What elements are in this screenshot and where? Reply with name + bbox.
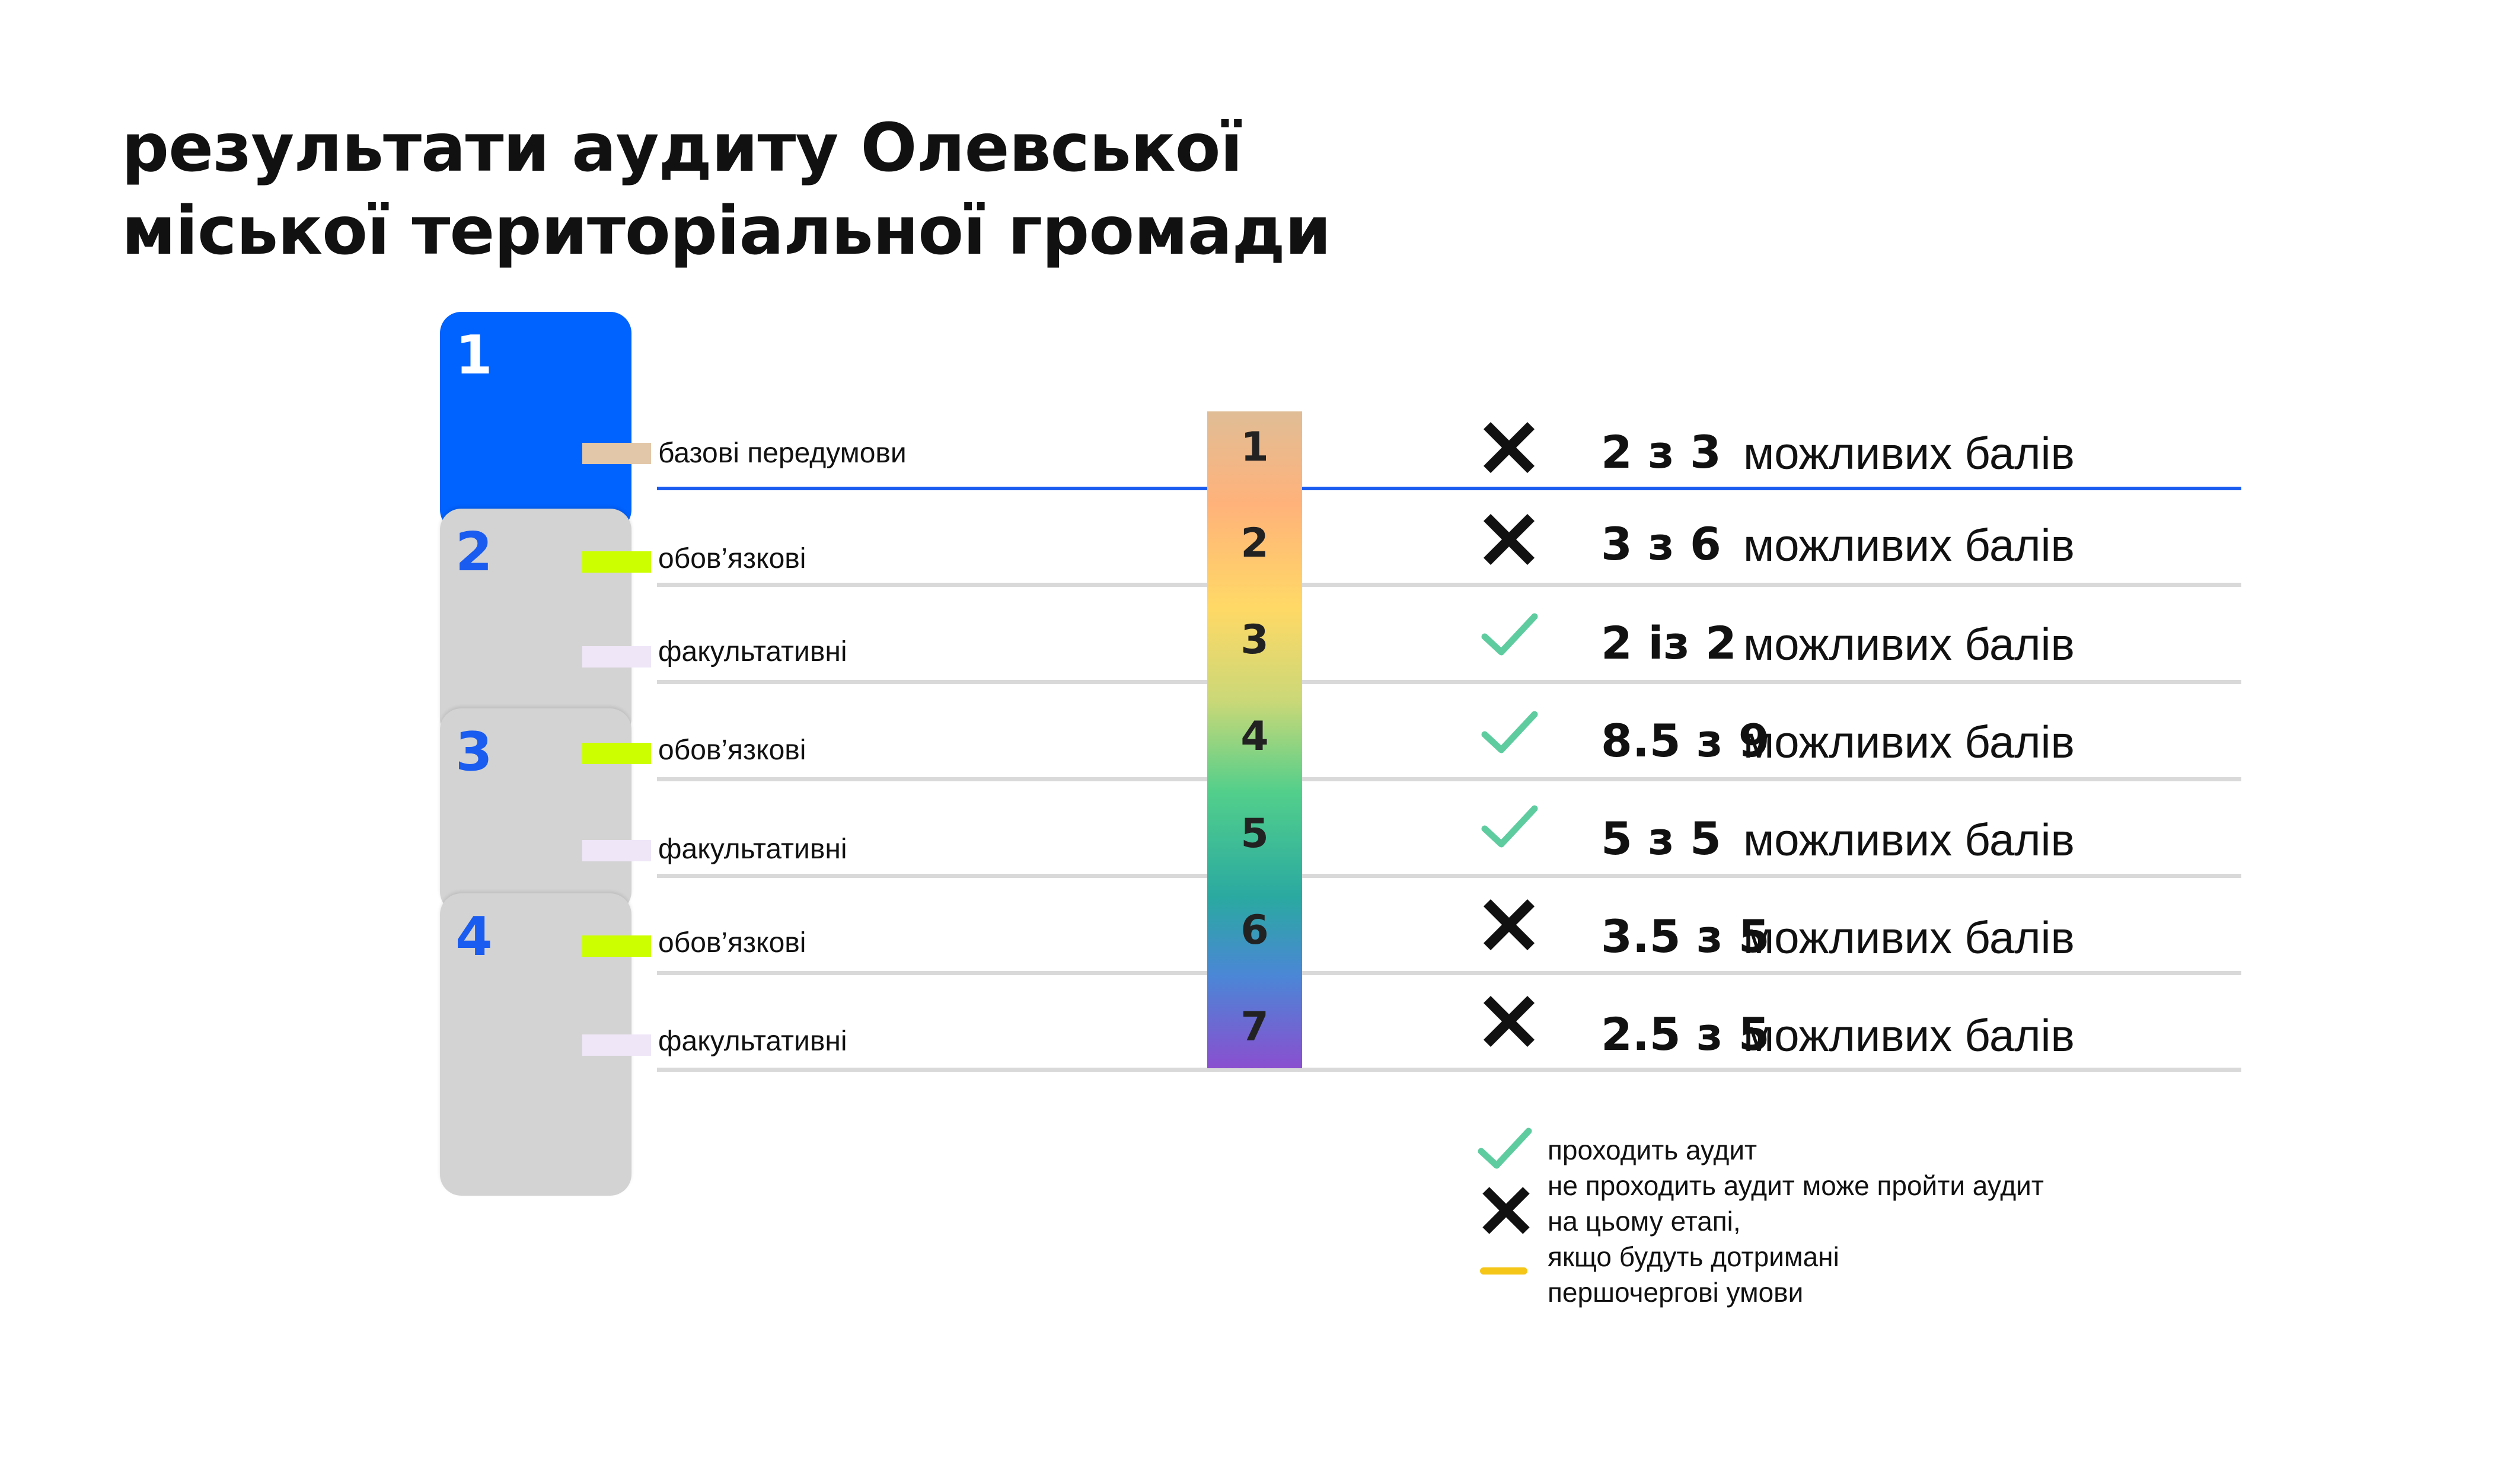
check-icon xyxy=(1476,600,1542,665)
cross-icon xyxy=(1476,892,1542,957)
row-divider-baseline xyxy=(657,487,2241,490)
swatch-optional xyxy=(582,1034,651,1056)
check-icon xyxy=(1476,698,1542,763)
stage-number: 5 xyxy=(1240,810,1269,857)
cross-icon xyxy=(1476,989,1542,1054)
result-suffix: можливих балів xyxy=(1743,619,2075,670)
stage-number: 6 xyxy=(1240,907,1269,954)
swatch-base xyxy=(582,443,651,464)
swatch-mandatory xyxy=(582,551,651,573)
level-block-1 xyxy=(440,312,631,531)
result-suffix: можливих балів xyxy=(1743,1011,2075,1061)
stage-number: 4 xyxy=(1240,713,1269,760)
result-suffix: можливих балів xyxy=(1743,717,2075,768)
level-block-2 xyxy=(440,509,631,740)
stage-number: 2 xyxy=(1240,520,1269,567)
level-block-3 xyxy=(440,708,631,913)
title-line-2: міської територіальної громади xyxy=(122,193,1331,270)
legend-yellow-bar xyxy=(1480,1267,1527,1275)
row-divider xyxy=(657,971,2241,975)
legend xyxy=(1548,1132,2044,1310)
result-score: 3 з 6 xyxy=(1601,518,1721,570)
criteria-label: факультативні xyxy=(658,1026,847,1057)
cross-icon xyxy=(1476,507,1542,572)
legend-text-fail: не проходить аудит може пройти аудит xyxy=(1548,1170,2044,1201)
result-suffix: можливих балів xyxy=(1743,815,2075,865)
criteria-label: обов’язкові xyxy=(658,543,806,574)
row-divider xyxy=(657,1068,2241,1072)
swatch-optional xyxy=(582,840,651,861)
result-score: 2 із 2 xyxy=(1601,617,1737,669)
swatch-mandatory xyxy=(582,743,651,764)
criteria-label: факультативні xyxy=(658,636,847,667)
result-score: 5 з 5 xyxy=(1601,812,1721,865)
legend-text-pass: проходить аудит xyxy=(1548,1135,1757,1165)
result-suffix: можливих балів xyxy=(1743,520,2075,571)
level-number: 3 xyxy=(455,721,493,783)
legend-text-conditional: якщо будуть дотримані xyxy=(1548,1241,1839,1272)
level-number: 2 xyxy=(455,521,493,583)
result-score: 3.5 з 5 xyxy=(1601,910,1770,963)
stage-number: 1 xyxy=(1240,424,1269,471)
stage-number: 3 xyxy=(1240,617,1269,663)
row-divider xyxy=(657,680,2241,684)
row-divider xyxy=(657,583,2241,587)
cross-icon xyxy=(1476,415,1542,480)
result-suffix: можливих балів xyxy=(1743,429,2075,479)
legend-text-conditional-cont: першочергові умови xyxy=(1548,1277,1804,1308)
criteria-label: обов’язкові xyxy=(658,734,806,766)
result-score: 8.5 з 9 xyxy=(1601,714,1770,767)
result-score: 2.5 з 5 xyxy=(1601,1008,1770,1061)
page-title xyxy=(122,107,1331,273)
check-icon xyxy=(1476,792,1542,857)
criteria-label: базові передумови xyxy=(658,437,907,469)
level-number: 1 xyxy=(455,324,493,387)
result-suffix: можливих балів xyxy=(1743,913,2075,963)
title-line-1: результати аудиту Олевської xyxy=(122,110,1243,187)
legend-cross-icon xyxy=(1476,1184,1536,1238)
legend-check-icon xyxy=(1475,1120,1535,1174)
swatch-optional xyxy=(582,646,651,667)
row-divider xyxy=(657,874,2241,878)
row-divider xyxy=(657,777,2241,781)
stage-number: 7 xyxy=(1240,1004,1269,1050)
swatch-mandatory xyxy=(582,935,651,957)
criteria-label: обов’язкові xyxy=(658,927,806,959)
legend-text-fail-cont: на цьому етапі, xyxy=(1548,1206,1741,1237)
level-number: 4 xyxy=(455,906,493,968)
criteria-label: факультативні xyxy=(658,833,847,865)
result-score: 2 з 3 xyxy=(1601,426,1721,478)
